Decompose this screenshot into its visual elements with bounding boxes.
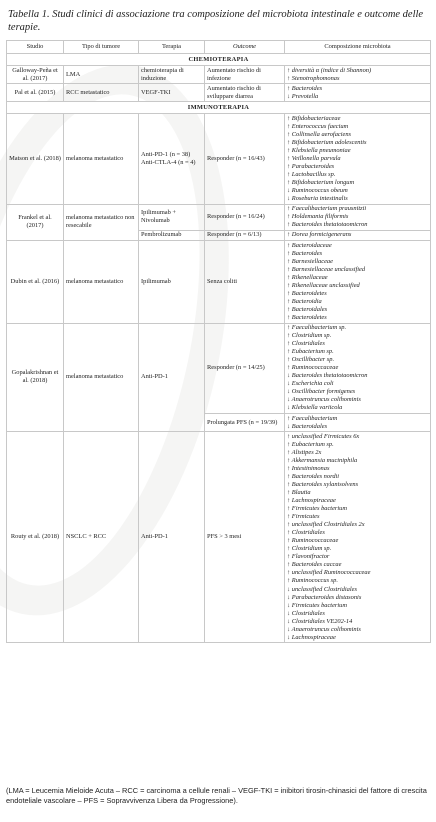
section-row-immuno xyxy=(7,102,431,114)
microbiota-entry: ↑ Bacteroides caccae xyxy=(287,561,342,569)
microbiota-entry: ↑ Firmicutes bacterium xyxy=(287,505,347,513)
microbiota-entry: ↑ Clostridiales xyxy=(287,340,325,348)
microbiota-entry: ↑ Lachnospiraceae xyxy=(287,496,336,504)
cell-outcome: Responder (n = 16/43) xyxy=(205,114,285,205)
microbiota-entry: ↑ Barnesiellaceae unclassified xyxy=(287,265,366,273)
cell-tumor: LMA xyxy=(64,66,139,84)
microbiota-entry: ↑ Klebsiella pneumoniae xyxy=(287,147,351,155)
microbiota-entry: ↓ Roseburia intestinalis xyxy=(287,195,348,203)
microbiota-entry: ↑ Intestinimonas xyxy=(287,464,330,472)
cell-therapy: Ipilimumab xyxy=(139,241,205,323)
microbiota-entry: ↓ Clostridiales VE202-14 xyxy=(287,617,353,625)
microbiota-entry: ↑ Rikenellaceae xyxy=(287,273,328,281)
cell-composition xyxy=(285,204,431,230)
header-row xyxy=(7,41,431,54)
microbiota-entry: ↑ Eubacterium sp. xyxy=(287,440,334,448)
microbiota-entry: ↓ unclassified Clostridiales xyxy=(287,585,357,593)
cell-outcome: Senza coliti xyxy=(205,241,285,323)
table-row-frankel xyxy=(7,204,431,230)
microbiota-entry: ↑ Dorea formicigenerans xyxy=(287,231,352,239)
microbiota-entry: ↑ Firmicutes xyxy=(287,513,320,521)
microbiota-entry: ↑ Bacteroidetes xyxy=(287,289,327,297)
cell-therapy: Anti-PD-1 xyxy=(139,432,205,643)
microbiota-entry: ↓ Parabacteroides distasonis xyxy=(287,593,362,601)
microbiota-entry: ↑ Bacteroides xyxy=(287,84,323,92)
cell-study: Galloway-Peña et al. (2017) xyxy=(7,66,64,84)
cell-study: Gopalakrishnan et al. (2018) xyxy=(7,323,64,432)
cell-outcome: PFS > 3 mesi xyxy=(205,432,285,643)
section-title-chemo: CHEMIOTERAPIA xyxy=(7,54,431,66)
cell-composition xyxy=(285,84,431,102)
cell-therapy: VEGF-TKI xyxy=(139,84,205,102)
microbiota-entry: ↑ Eubacterium sp. xyxy=(287,348,334,356)
cell-tumor: melanoma metastatico non resecabile xyxy=(64,204,139,240)
cell-study: Pal et al. (2015) xyxy=(7,84,64,102)
microbiota-entry: ↑ Bifidobacterium adolescentis xyxy=(287,138,367,146)
microbiota-entry: ↑ Ruminococcaceae xyxy=(287,364,339,372)
cell-composition xyxy=(285,114,431,205)
microbiota-entry: ↑ Parabacteroides xyxy=(287,163,335,171)
clinical-studies-table xyxy=(6,40,431,643)
header-tumor: Tipo di tumore xyxy=(64,41,139,54)
microbiota-entry: ↑ Faecalibacterium xyxy=(287,414,338,422)
microbiota-entry: ↑ diversità α (indice di Shannon) xyxy=(287,66,372,74)
microbiota-entry: ↑ Barnesiellaceae xyxy=(287,257,333,265)
microbiota-entry: ↑ Clostridium sp. xyxy=(287,332,332,340)
microbiota-entry: ↑ Rikenellaceae unclassified xyxy=(287,281,360,289)
cell-therapy: chemioterapia di induzione xyxy=(139,66,205,84)
microbiota-entry: ↓ Klebsiella variicola xyxy=(287,404,343,412)
microbiota-entry: ↓ Oscillibacter formigenes xyxy=(287,388,356,396)
cell-composition xyxy=(285,432,431,643)
cell-composition xyxy=(285,241,431,323)
header-composition: Composizione microbiota xyxy=(285,41,431,54)
cell-composition xyxy=(285,323,431,414)
cell-study: Frankel et al. (2017) xyxy=(7,204,64,240)
table-row-galloway xyxy=(7,66,431,84)
microbiota-entry: ↑ Faecalibacterium prausnitzii xyxy=(287,205,367,213)
microbiota-entry: ↑ Flavonifractor xyxy=(287,553,330,561)
microbiota-entry: ↓ Bacteroidales xyxy=(287,422,328,430)
microbiota-entry: ↑ Bifidobacteriaceae xyxy=(287,114,341,122)
section-row-chemo xyxy=(7,54,431,66)
cell-tumor: melanoma metastatico xyxy=(64,323,139,432)
cell-study: Matson et al. (2018) xyxy=(7,114,64,205)
cell-tumor: melanoma metastatico xyxy=(64,114,139,205)
microbiota-entry: ↑ Lactobacillus sp. xyxy=(287,171,336,179)
microbiota-entry: ↓ Escherichia coli xyxy=(287,380,334,388)
cell-outcome: Responder (n = 6/13) xyxy=(205,230,285,240)
cell-outcome: Aumentato rischio di sviluppare diarrea xyxy=(205,84,285,102)
table-row-gopalakrishnan xyxy=(7,323,431,414)
cell-therapy: Pembrolizumab xyxy=(139,230,205,240)
microbiota-entry: ↑ Alistipes 2x xyxy=(287,448,322,456)
microbiota-entry: ↑ unclassified Ruminococcaceae xyxy=(287,569,371,577)
microbiota-entry: ↓ Anaerotruncus colihominis xyxy=(287,396,361,404)
cell-tumor: melanoma metastatico xyxy=(64,241,139,323)
table-footnote: (LMA = Leucemia Mieloide Acuta – RCC = carcinoma a cellule renali – VEGF-TKI = inibitori tirosin-chinasici del fattore di crescita endoteliale vascolare – PFS = Sopravvivenza Libera da Progressione). xyxy=(6,786,427,805)
header-therapy: Terapia xyxy=(139,41,205,54)
cell-outcome: Responder (n = 14/25) xyxy=(205,323,285,414)
table-row-pal xyxy=(7,84,431,102)
microbiota-entry: ↓ Prevotella xyxy=(287,92,319,100)
microbiota-entry: ↑ unclassified Firmicutes 6x xyxy=(287,432,360,440)
cell-study: Dubin et al. (2016) xyxy=(7,241,64,323)
microbiota-entry: ↑ Bacteroides xyxy=(287,249,323,257)
microbiota-entry: ↑ Bacteroidales xyxy=(287,305,328,313)
cell-composition xyxy=(285,230,431,240)
cell-composition xyxy=(285,66,431,84)
cell-outcome: Prolungata PFS (n = 19/39) xyxy=(205,414,285,432)
microbiota-entry: ↓ Ruminococcus obeum xyxy=(287,187,348,195)
microbiota-entry: ↑ Bacteroidaceae xyxy=(287,241,332,249)
cell-outcome: Responder (n = 16/24) xyxy=(205,204,285,230)
microbiota-entry: ↑ Bacteroidetes xyxy=(287,313,327,321)
microbiota-entry: ↑ Akkermansia muciniphila xyxy=(287,456,358,464)
microbiota-entry: ↑ Faecalibacterium sp. xyxy=(287,324,347,331)
microbiota-entry: ↑ Stenotrophomonas xyxy=(287,74,340,82)
cell-outcome: Aumentato rischio di infezione xyxy=(205,66,285,84)
microbiota-entry: ↑ Bacteroides nordii xyxy=(287,472,340,480)
microbiota-entry: ↓ Lachnospiraceae xyxy=(287,633,336,641)
table-row-matson xyxy=(7,114,431,205)
microbiota-entry: ↑ Bacteroides thetaiotaomicron xyxy=(287,221,368,229)
microbiota-entry: ↑ unclassified Clostridiales 2x xyxy=(287,521,365,529)
microbiota-entry: ↓ Clostridiales xyxy=(287,609,325,617)
microbiota-entry: ↑ Bacteroidia xyxy=(287,297,322,305)
microbiota-entry: ↑ Bacteroides xylanisolvens xyxy=(287,480,359,488)
cell-therapy: Anti-PD-1 xyxy=(139,323,205,432)
microbiota-entry: ↑ Blautia xyxy=(287,488,311,496)
table-row-routy xyxy=(7,432,431,643)
microbiota-entry: ↑ Ruminococcus sp. xyxy=(287,577,338,585)
table-caption: Tabella 1. Studi clinici di associazione tra composizione del microbiota intestinale e outcome delle terapie. xyxy=(8,9,424,33)
cell-therapy: Ipilimumab + Nivolumab xyxy=(139,204,205,230)
header-outcome: Outcome xyxy=(205,41,285,54)
cell-therapy: Anti-PD-1 (n = 38) Anti-CTLA-4 (n = 4) xyxy=(139,114,205,205)
microbiota-entry: ↑ Veillonella parvula xyxy=(287,155,341,163)
microbiota-entry: ↓ Firmicutes bacterium xyxy=(287,601,347,609)
microbiota-entry: ↓ Bacteroides thetaiotaomicron xyxy=(287,372,368,380)
cell-study: Routy et al. (2018) xyxy=(7,432,64,643)
section-title-immuno: IMMUNOTERAPIA xyxy=(7,102,431,114)
microbiota-entry: ↑ Bifidobacterium longum xyxy=(287,179,355,187)
microbiota-entry: ↓ Anaerotruncus colihominis xyxy=(287,625,361,633)
microbiota-entry: ↑ Ruminococcaceae xyxy=(287,537,339,545)
microbiota-entry: ↑ Enterococcus faecium xyxy=(287,122,349,130)
microbiota-entry: ↑ Oscillibacter sp. xyxy=(287,356,335,364)
table-cut-edge xyxy=(0,778,436,784)
cell-tumor: RCC metastatico xyxy=(64,84,139,102)
microbiota-entry: ↑ Clostridiales xyxy=(287,529,325,537)
header-study: Studio xyxy=(7,41,64,54)
table-row-dubin xyxy=(7,241,431,323)
microbiota-entry: ↑ Holdemania filiformis xyxy=(287,213,349,221)
microbiota-entry: ↑ Clostridium sp. xyxy=(287,545,332,553)
cell-tumor: NSCLC + RCC xyxy=(64,432,139,643)
cell-composition xyxy=(285,414,431,432)
microbiota-entry: ↑ Collinsella aerofaciens xyxy=(287,130,352,138)
